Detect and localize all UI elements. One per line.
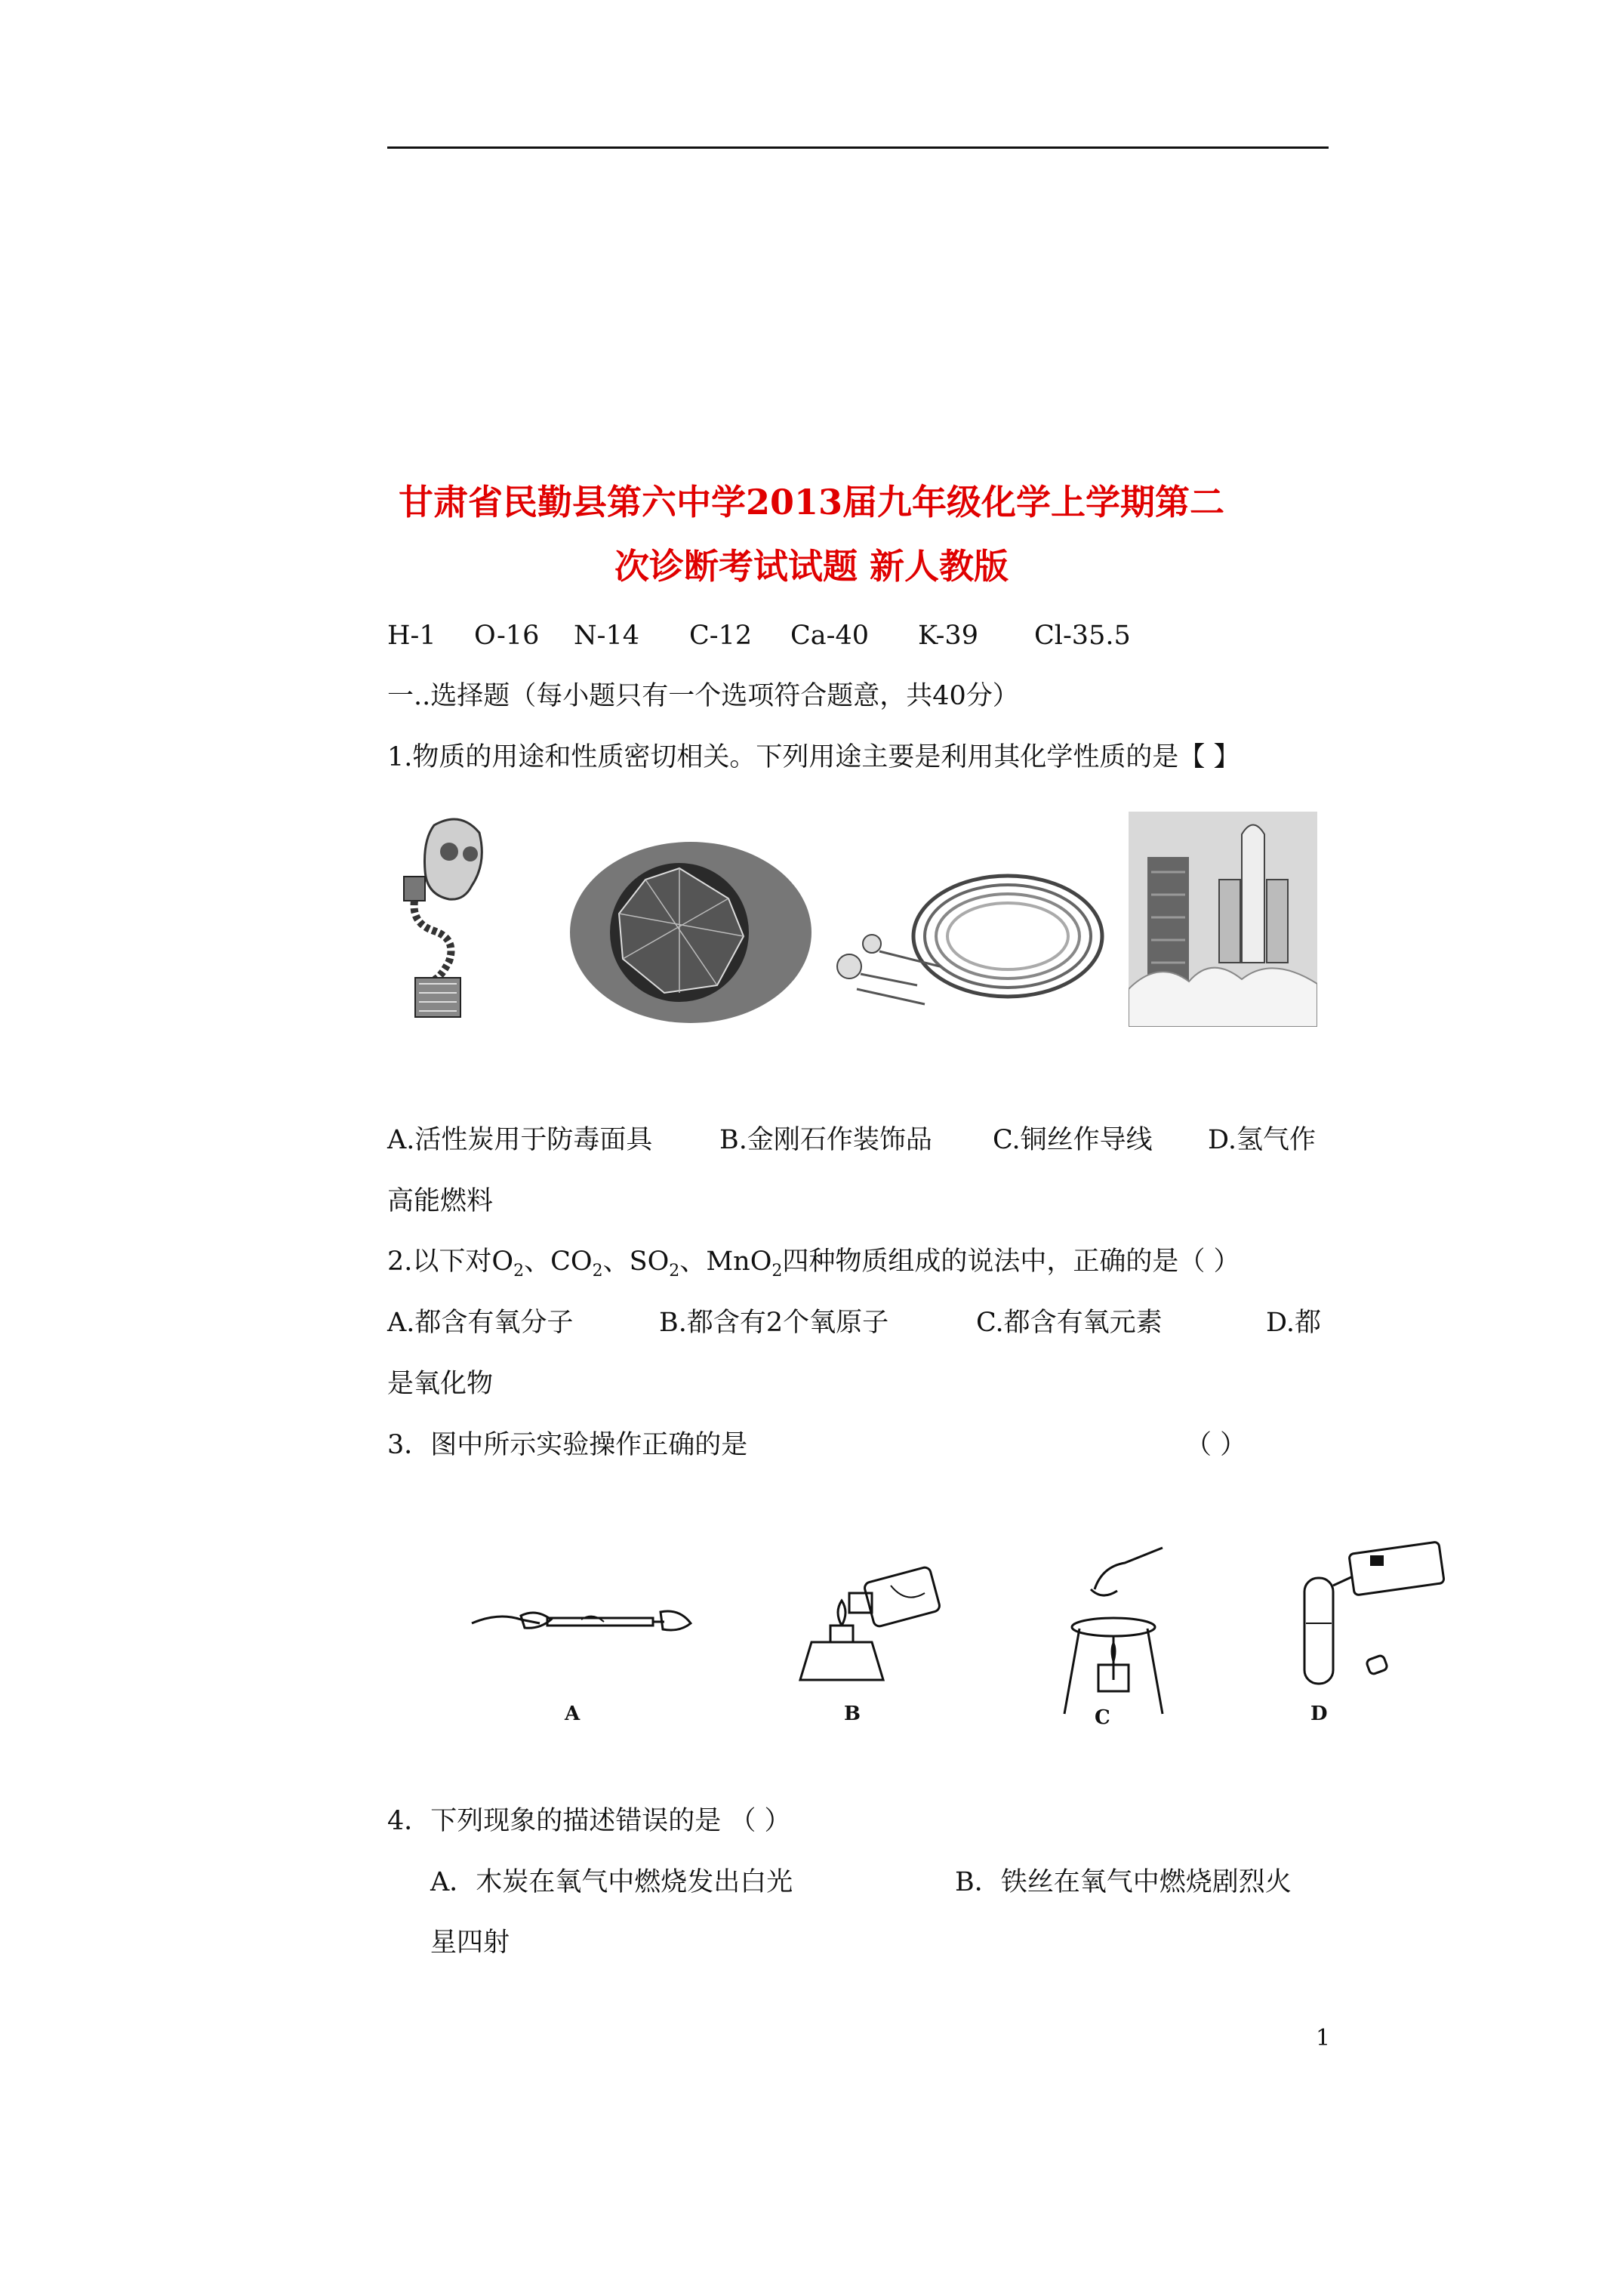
- experiment-a-image: [468, 1578, 694, 1669]
- experiment-d-image: [1283, 1540, 1457, 1691]
- atomic-mass-cl: Cl-35.5: [1034, 621, 1131, 651]
- rocket-launch-image: [1129, 812, 1317, 1027]
- diamond-image: [566, 838, 815, 1027]
- experiment-b-label: B: [844, 1703, 861, 1725]
- atomic-mass-n: N-14: [574, 621, 639, 651]
- document-title-line-1: 甘肃省民勤县第六中学2013届九年级化学上学期第二: [398, 482, 1225, 522]
- question-1-option-d: D.氢气作: [1208, 1125, 1316, 1155]
- gas-mask-image: [389, 810, 510, 1022]
- atomic-mass-k: K-39: [918, 621, 978, 651]
- question-1-option-a: A.活性炭用于防毒面具: [387, 1125, 653, 1155]
- question-2-option-b: B.都含有2个氧原子: [659, 1308, 889, 1338]
- question-4-option-b: B．铁丝在氧气中燃烧剧烈火: [955, 1867, 1292, 1897]
- question-1-option-d-continued: 高能燃料: [387, 1186, 494, 1216]
- question-1-option-c: C.铜丝作导线: [993, 1125, 1153, 1155]
- question-2-option-d-continued: 是氧化物: [387, 1369, 494, 1399]
- formula-mno2: MnO$_2$: [706, 1247, 783, 1281]
- question-3-answer-paren: （ ）: [1185, 1430, 1247, 1460]
- question-4-stem: 4．下列现象的描述错误的是 （ ）: [387, 1806, 791, 1836]
- page-number: 1: [1316, 2025, 1331, 2051]
- question-4-option-a: A．木炭在氧气中燃烧发出白光: [430, 1867, 793, 1897]
- copper-wire-image: [827, 853, 1113, 1019]
- formula-co2: $CO_2$: [550, 1247, 603, 1281]
- question-2-option-c: C.都含有氧元素: [976, 1308, 1163, 1338]
- formula-so2: $SO_2$: [629, 1247, 680, 1281]
- header-rule: [387, 146, 1329, 149]
- question-2-stem-prefix: 2.以下对: [387, 1247, 492, 1277]
- question-2-option-a: A.都含有氧分子: [387, 1308, 574, 1338]
- question-2-stem-suffix: 四种物质组成的说法中，正确的是（ ）: [782, 1247, 1240, 1277]
- atomic-mass-ca: Ca-40: [790, 621, 870, 651]
- formula-o2: $O_2$: [491, 1247, 525, 1281]
- atomic-mass-o: O-16: [474, 621, 540, 651]
- document-title-line-2: 次诊断考试试题 新人教版: [614, 546, 1009, 587]
- question-3-stem: 3．图中所示实验操作正确的是: [387, 1430, 748, 1460]
- question-2-option-d: D.都: [1266, 1308, 1321, 1338]
- question-4-option-b-continued: 星四射: [430, 1928, 510, 1958]
- experiment-c-label: C: [1095, 1706, 1110, 1729]
- section-1-heading: 一..选择题（每小题只有一个选项符合题意，共40分）: [387, 681, 1019, 711]
- experiment-c-image: [1049, 1544, 1185, 1718]
- atomic-mass-c: C-12: [689, 621, 753, 651]
- question-1-stem: 1.物质的用途和性质密切相关。下列用途主要是利用其化学性质的是【 】: [387, 742, 1240, 772]
- experiment-b-image: [785, 1552, 959, 1687]
- experiment-d-label: D: [1310, 1703, 1328, 1725]
- atomic-mass-h: H-1: [387, 621, 436, 651]
- question-1-option-b: B.金刚石作装饰品: [719, 1125, 932, 1155]
- question-2-stem: 2.以下对$O_2$、$CO_2$、$SO_2$、MnO$_2$四种物质组成的说法中，正确的是（ ）: [387, 1247, 1240, 1281]
- experiment-a-label: A: [565, 1703, 581, 1725]
